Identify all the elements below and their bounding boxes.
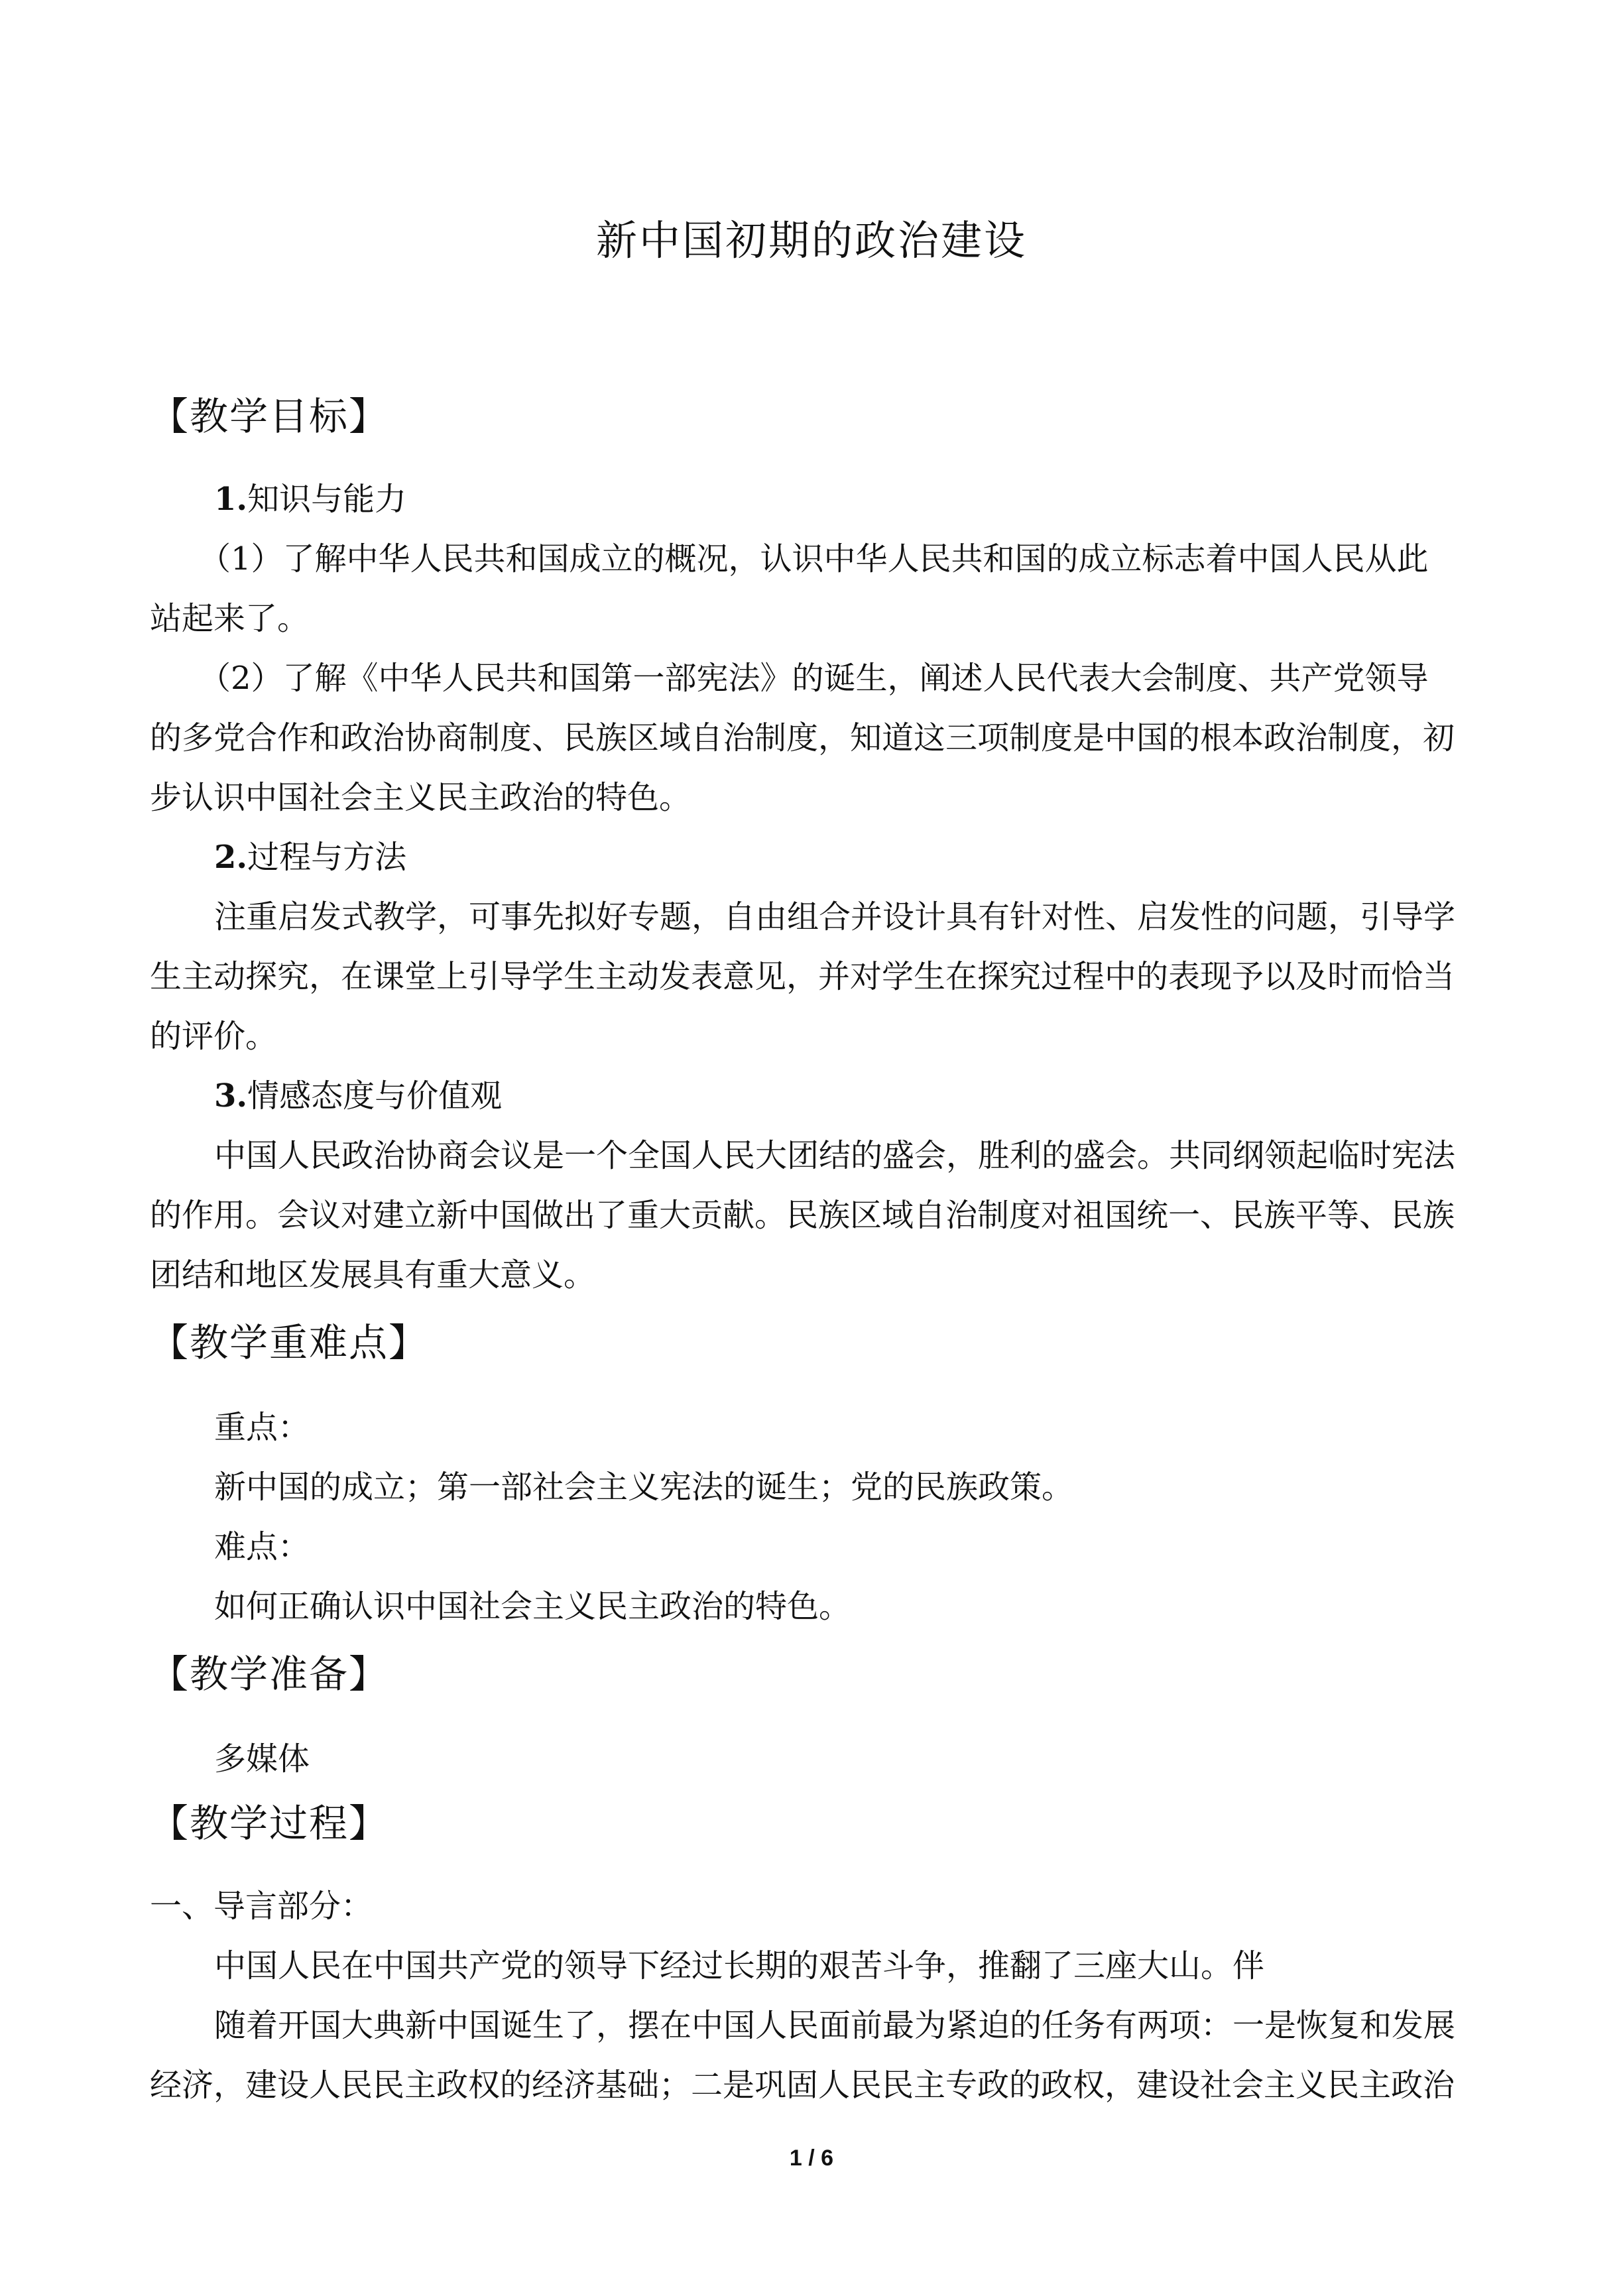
paragraph-line: 注重启发式教学，可事先拟好专题，自由组合并设计具有针对性、启发性的问题，引导学: [214, 898, 1456, 936]
paragraph-line: 步认识中国社会主义民主政治的特色。: [150, 779, 691, 816]
paragraph-line: 的评价。: [150, 1018, 278, 1055]
difficult-point-label: 难点：: [214, 1528, 310, 1565]
paragraph-line: 中国人民政治协商会议是一个全国人民大团结的盛会，胜利的盛会。共同纲领起临时宪法: [214, 1137, 1456, 1174]
heading-key-difficult-points: 【教学重难点】: [150, 1320, 429, 1365]
paragraph-line: （1）了解中华人民共和国成立的概况，认识中华人民共和国的成立标志着中国人民从此: [199, 540, 1429, 577]
subheading-label: 知识与能力: [247, 481, 407, 518]
paragraph-line: 随着开国大典新中国诞生了，摆在中国人民面前最为紧迫的任务有两项：一是恢复和发展: [214, 2007, 1456, 2044]
subheading-number: 2.: [214, 839, 248, 876]
subheading-process-methods: [214, 834, 1540, 880]
difficult-point-text: 如何正确认识中国社会主义民主政治的特色。: [214, 1588, 851, 1625]
subheading-emotion-values: [214, 1073, 1540, 1119]
subheading-label: 情感态度与价值观: [247, 1077, 503, 1115]
paragraph-line: 中国人民在中国共产党的领导下经过长期的艰苦斗争，推翻了三座大山。伴: [214, 1947, 1265, 1984]
preparation-text: 多媒体: [214, 1740, 310, 1778]
paragraph-line: 生主动探究，在课堂上引导学生主动发表意见，并对学生在探究过程中的表现予以及时而恰当: [150, 958, 1455, 995]
process-part-label: 一、导言部分：: [150, 1888, 373, 1925]
subheading-knowledge-ability: [214, 476, 1540, 522]
key-point-text: 新中国的成立；第一部社会主义宪法的诞生；党的民族政策。: [214, 1469, 1074, 1506]
heading-teaching-process: 【教学过程】: [150, 1801, 389, 1846]
paragraph-line: 的作用。会议对建立新中国做出了重大贡献。民族区域自治制度对祖国统一、民族平等、民族: [150, 1197, 1455, 1234]
heading-teaching-objectives: 【教学目标】: [150, 394, 389, 439]
subheading-number: 1.: [214, 481, 248, 518]
paragraph-line: 经济，建设人民民主政权的经济基础；二是巩固人民民主专政的政权，建设社会主义民主政治: [150, 2067, 1455, 2104]
paragraph-line: （2）了解《中华人民共和国第一部宪法》的诞生，阐述人民代表大会制度、共产党领导: [199, 660, 1429, 697]
paragraph-line: 团结和地区发展具有重大意义。: [150, 1256, 596, 1294]
paragraph-line: 的多党合作和政治协商制度、民族区域自治制度，知道这三项制度是中国的根本政治制度，初: [150, 719, 1455, 756]
heading-teaching-preparation: 【教学准备】: [150, 1652, 389, 1697]
subheading-number: 3.: [214, 1077, 248, 1115]
page-number: 1 / 6: [789, 2145, 834, 2171]
document-title: 新中国初期的政治建设: [595, 216, 1027, 265]
key-point-label: 重点：: [214, 1409, 310, 1446]
paragraph-line: 站起来了。: [150, 600, 310, 637]
subheading-label: 过程与方法: [247, 839, 407, 876]
